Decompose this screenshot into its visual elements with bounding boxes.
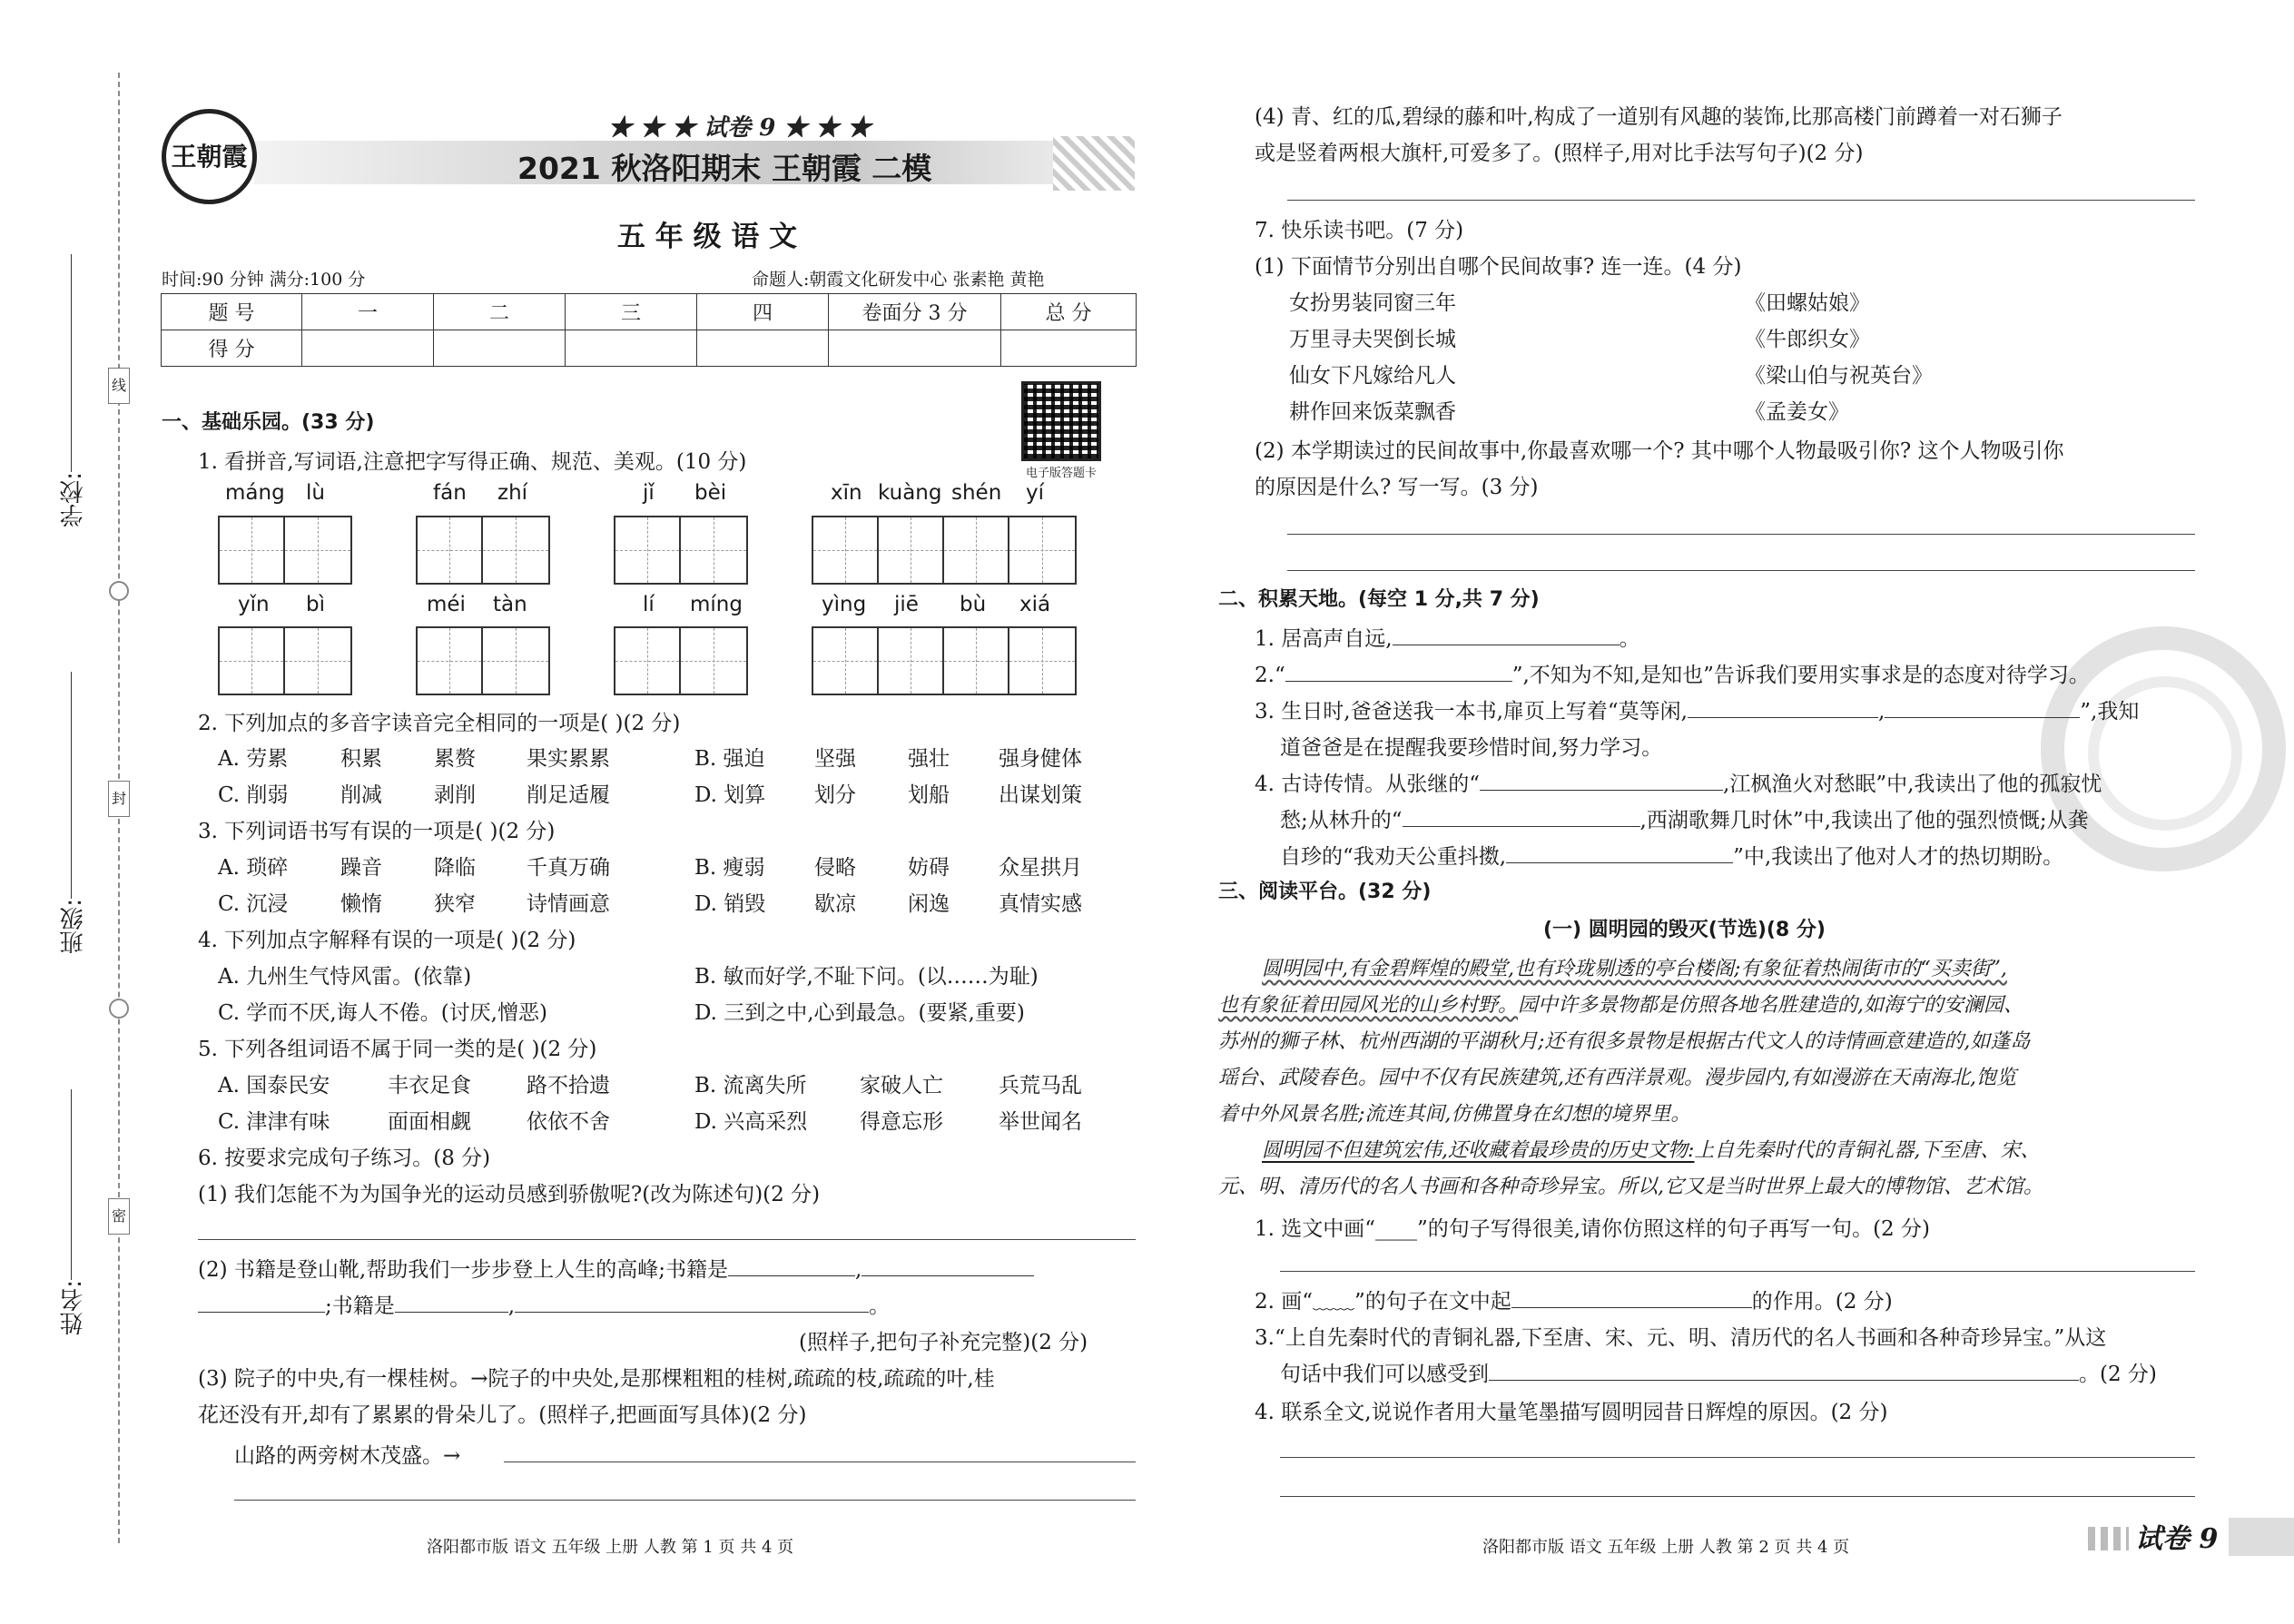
answer-line[interactable] xyxy=(198,1239,1136,1240)
story-item[interactable]: 《梁山伯与祝英台》 xyxy=(1745,364,1933,388)
a3-part: 3. 生日时,爸爸送我一本书,扉页上写着“莫等闲, xyxy=(1255,700,1688,723)
score-header: 三 xyxy=(566,294,697,330)
section-1-title: 一、基础乐园。(33 分) xyxy=(162,411,375,434)
r3-text xyxy=(1280,1357,2157,1387)
pinyin: zhí xyxy=(497,481,528,505)
score-cell[interactable] xyxy=(566,330,697,367)
option-b[interactable] xyxy=(694,1068,1082,1098)
q6-2-cont: ;书籍是 , 。 xyxy=(198,1289,890,1319)
class-label: 班级: xyxy=(60,899,87,954)
answer-line[interactable] xyxy=(1287,570,2195,571)
a3-part: ”,我知 xyxy=(2080,700,2140,723)
q6-text: 6. 按要求完成句子练习。(8 分) xyxy=(198,1147,491,1170)
blank[interactable] xyxy=(1403,807,1640,827)
a4-part: 愁;从林升的“ xyxy=(1280,809,1403,832)
score-table xyxy=(161,293,1137,367)
a4-part: ,江枫渔火对愁眠”中,我读出了他的孤寂忧 xyxy=(1723,773,2102,796)
q6-3-text: (3) 院子的中央,有一棵桂树。→院子的中央处,是那棵粗粗的桂树,疏疏的枝,疏疏的叶,桂 xyxy=(198,1367,995,1391)
option-word: 果实累累 xyxy=(527,747,610,771)
a2-text xyxy=(1255,658,2090,688)
r3-part: 。(2 分) xyxy=(2079,1363,2157,1386)
option-word: 路不拾遗 xyxy=(527,1074,610,1097)
pinyin: xiá xyxy=(1019,593,1051,616)
pinyin: jǐ xyxy=(643,481,655,505)
a4-text xyxy=(1280,840,2063,870)
q6-2-req: (照样子,把句子补充完整)(2 分) xyxy=(799,1331,1088,1354)
option-c[interactable]: C. 学而不厌,诲人不倦。(讨厌,憎恶) xyxy=(218,1001,547,1025)
answer-line[interactable] xyxy=(1280,1496,2195,1497)
badge-pattern xyxy=(2088,1527,2129,1550)
pinyin: xīn xyxy=(831,481,862,505)
binding-tag-close: 密 xyxy=(108,1198,130,1235)
q7-2-text: (2) 本学期读过的民间故事中,你最喜欢哪一个? 其中哪个人物最吸引你? 这个人物吸引你 xyxy=(1255,439,2064,463)
a3-part: , xyxy=(1877,700,1885,723)
score-cell[interactable] xyxy=(697,330,829,367)
option-word: 降临 xyxy=(434,856,476,880)
writing-grid[interactable] xyxy=(416,516,550,585)
option-word: 众星拱月 xyxy=(999,856,1082,880)
r1-text: 1. 选文中画“____”的句子写得很美,请你仿照这样的句子再写一句。(2 分) xyxy=(1255,1217,1930,1241)
plot-item[interactable]: 女扮男装同窗三年 xyxy=(1289,291,1456,315)
subject-title: 五 年 级 语 文 xyxy=(617,221,798,253)
logo: 王朝霞 xyxy=(162,109,257,204)
score-cell[interactable] xyxy=(1001,330,1137,367)
option-word: 躁音 xyxy=(340,856,382,880)
passage-text: 园中许多景物都是仿照各地名胜建造的,如海宁的安澜园、 xyxy=(1518,994,2024,1017)
option-word: 积累 xyxy=(340,747,382,771)
r3-part: 句话中我们可以感受到 xyxy=(1280,1363,1489,1386)
option-word: 真情实感 xyxy=(999,892,1082,916)
option-word: 强壮 xyxy=(908,747,950,771)
q6-3-text: 花还没有开,却有了累累的骨朵儿了。(照样子,把画面写具体)(2 分) xyxy=(198,1403,807,1427)
option-word: 丰衣足食 xyxy=(388,1074,471,1097)
option-d[interactable] xyxy=(694,887,1082,917)
writing-grid[interactable] xyxy=(218,516,352,585)
writing-grid[interactable] xyxy=(812,516,1077,585)
option-a[interactable] xyxy=(218,851,610,881)
passage-line: 瑶台、武陵春色。园中不仅有民族建筑,还有西洋景观。漫步园内,有如漫游在天南海北,饱览 xyxy=(1218,1067,2016,1089)
binding-dot xyxy=(109,999,129,1019)
option-b[interactable] xyxy=(694,851,1082,881)
option-d[interactable]: D. 三到之中,心到最急。(要紧,重要) xyxy=(694,1001,1025,1025)
option-c[interactable] xyxy=(218,778,610,808)
blank[interactable] xyxy=(1885,698,2080,718)
score-cell[interactable] xyxy=(302,330,434,367)
school-field[interactable] xyxy=(60,254,100,563)
option-word: 妨碍 xyxy=(908,856,950,880)
blank[interactable] xyxy=(1489,1361,2079,1381)
pinyin: tàn xyxy=(493,593,527,616)
badge-bar xyxy=(2229,1518,2294,1556)
a4-part: ”中,我读出了他对人才的热切期盼。 xyxy=(1733,845,2064,869)
option-d[interactable] xyxy=(694,1105,1082,1135)
score-row-label: 得 分 xyxy=(162,330,302,367)
option-word: B. 瘦弱 xyxy=(694,856,765,880)
answer-line[interactable] xyxy=(1287,534,2195,535)
option-word: 懒惰 xyxy=(340,892,382,916)
blank[interactable] xyxy=(1506,843,1733,863)
r3-text: 3.“上自先秦时代的青铜礼器,下至唐、宋、元、明、清历代的名人书画和各种奇珍异宝。”从这 xyxy=(1255,1326,2107,1350)
answer-line[interactable] xyxy=(1280,1271,2195,1272)
plot-item[interactable]: 耕作回来饭菜飘香 xyxy=(1289,400,1456,424)
pinyin: yǐn xyxy=(238,593,270,616)
blank[interactable] xyxy=(861,1256,1034,1276)
r2-part: 的作用。(2 分) xyxy=(1751,1290,1893,1314)
writing-grid[interactable] xyxy=(614,516,748,585)
blank[interactable] xyxy=(1688,698,1878,718)
section-2-title: 二、积累天地。(每空 1 分,共 7 分) xyxy=(1218,588,1540,611)
blank[interactable] xyxy=(1480,771,1723,791)
option-b[interactable]: B. 敏而好学,不耻下问。(以……为耻) xyxy=(694,965,1039,989)
option-d[interactable] xyxy=(694,778,1082,808)
story-item[interactable]: 《牛郎织女》 xyxy=(1745,328,1870,351)
option-a[interactable] xyxy=(218,1068,610,1098)
option-c[interactable] xyxy=(218,1105,610,1135)
blank[interactable] xyxy=(728,1256,855,1276)
r2-part: 2. 画“﹏﹏”的句子在文中起 xyxy=(1255,1290,1511,1314)
option-word: 削足适履 xyxy=(527,783,610,807)
passage-line xyxy=(1262,1135,2040,1163)
paper-badge: 试卷 9 xyxy=(2135,1523,2219,1555)
answer-line[interactable] xyxy=(1287,200,2195,201)
pinyin: méi xyxy=(427,593,466,616)
option-c[interactable] xyxy=(218,887,610,917)
writing-grid[interactable] xyxy=(416,626,550,695)
passage-line xyxy=(1262,953,2007,981)
a2-part: ”,不知为不知,是知也”告诉我们要用实事求是的态度对待学习。 xyxy=(1511,664,2090,687)
exam-author: 命题人:朝霞文化研发中心 张素艳 黄艳 xyxy=(752,270,1045,290)
wavy-sentence: 圆明园中,有金碧辉煌的殿堂,也有玲珑剔透的亭台楼阁;有象征着热闹街市的“买卖街”, xyxy=(1262,958,2007,980)
option-word: 强身健体 xyxy=(999,747,1082,771)
pinyin: bù xyxy=(960,593,987,616)
option-word: 闲逸 xyxy=(908,892,950,916)
r2-text xyxy=(1255,1284,1893,1314)
section-3-title: 三、阅读平台。(32 分) xyxy=(1218,881,1432,903)
q7-1-text: (1) 下面情节分别出自哪个民间故事? 连一连。(4 分) xyxy=(1255,255,1742,279)
pinyin: lí xyxy=(643,593,655,616)
a3-text: 道爸爸是在提醒我要珍惜时间,努力学习。 xyxy=(1280,736,1663,760)
q2-text: 2. 下列加点的多音字读音完全相同的一项是( )(2 分) xyxy=(198,712,681,735)
option-word: 累赘 xyxy=(434,747,476,771)
a4-part: 自珍的“我劝天公重抖擞, xyxy=(1280,845,1507,869)
writing-grid[interactable] xyxy=(614,626,748,695)
class-field[interactable] xyxy=(60,672,100,980)
score-cell[interactable] xyxy=(829,330,1001,367)
score-header: 题 号 xyxy=(162,294,302,330)
a2-part: 2.“ xyxy=(1255,664,1285,687)
q3-text: 3. 下列词语书写有误的一项是( )(2 分) xyxy=(198,820,556,843)
q1-text: 1. 看拼音,写词语,注意把字写得正确、规范、美观。(10 分) xyxy=(198,450,747,474)
q6-2-text: (2) 书籍是登山靴,帮助我们一步步登上人生的高峰;书籍是 , xyxy=(198,1253,1034,1283)
reading-title: (一) 圆明园的毁灭(节选)(8 分) xyxy=(1543,919,1826,941)
option-word: 剥削 xyxy=(434,783,476,807)
blank[interactable] xyxy=(395,1293,508,1313)
blank[interactable] xyxy=(1285,662,1512,682)
pinyin: lù xyxy=(306,481,325,505)
blank[interactable] xyxy=(1511,1288,1752,1308)
binding-tag-line: 线 xyxy=(108,368,130,404)
exam-title: 2021 秋洛阳期末 王朝霞 二模 xyxy=(517,151,932,186)
answer-line[interactable] xyxy=(234,1500,1136,1501)
story-item[interactable]: 《田螺姑娘》 xyxy=(1745,291,1870,315)
name-field[interactable] xyxy=(60,1089,100,1362)
pinyin: yí xyxy=(1026,481,1045,505)
pinyin: shén xyxy=(951,481,1002,505)
pinyin: bì xyxy=(306,593,325,616)
plot-item[interactable]: 仙女下凡嫁给凡人 xyxy=(1289,364,1456,388)
option-word: 削减 xyxy=(340,783,382,807)
a1-text xyxy=(1255,622,1640,652)
pinyin: máng xyxy=(225,481,285,505)
exam-time: 时间:90 分钟 满分:100 分 xyxy=(162,270,366,290)
option-a[interactable]: A. 九州生气恃风雷。(依靠) xyxy=(218,965,472,989)
q6-2-part: (2) 书籍是登山靴,帮助我们一步步登上人生的高峰;书籍是 xyxy=(198,1258,728,1282)
exam-series: ★ ★ ★ 试卷 9 ★ ★ ★ xyxy=(608,114,871,142)
a3-text xyxy=(1255,694,2139,724)
option-word: D. 划算 xyxy=(694,783,766,807)
blank[interactable] xyxy=(515,1293,869,1313)
option-word: D. 兴高采烈 xyxy=(694,1110,808,1134)
answer-line[interactable] xyxy=(1280,1457,2195,1458)
a4-part: ,西湖歌舞几时休”中,我读出了他的强烈愤慨;从龚 xyxy=(1639,809,2089,832)
page-footer: 洛阳都市版 语文 五年级 上册 人教 第 2 页 共 4 页 xyxy=(1482,1538,1850,1557)
q7-text: 7. 快乐读书吧。(7 分) xyxy=(1255,219,1464,242)
option-word: B. 流离失所 xyxy=(694,1074,807,1097)
option-word: 歇凉 xyxy=(814,892,856,916)
pinyin: kuàng xyxy=(878,481,942,505)
option-word: 坚强 xyxy=(814,747,856,771)
binding-tag-seal: 封 xyxy=(108,781,130,817)
name-label: 姓名: xyxy=(60,1280,87,1335)
score-header: 四 xyxy=(697,294,829,330)
blank[interactable] xyxy=(198,1293,325,1313)
option-word: A. 劳累 xyxy=(218,747,289,771)
pinyin: bèi xyxy=(694,481,727,505)
option-word: 出谋划策 xyxy=(999,783,1082,807)
option-word: A. 国泰民安 xyxy=(218,1074,330,1097)
score-cell[interactable] xyxy=(434,330,566,367)
pinyin: míng xyxy=(690,593,743,616)
option-word: D. 销毁 xyxy=(694,892,766,916)
a1-part: 1. 居高声自远, xyxy=(1255,627,1393,651)
q6-1-text: (1) 我们怎能不为为国争光的运动员感到骄傲呢?(改为陈述句)(2 分) xyxy=(198,1183,821,1206)
option-word: 家破人亡 xyxy=(860,1074,943,1097)
option-word: 举世闻名 xyxy=(999,1110,1082,1134)
q4-text: 4. 下列加点字解释有误的一项是( )(2 分) xyxy=(198,929,576,952)
qr-code xyxy=(1021,381,1101,461)
option-word: C. 津津有味 xyxy=(218,1110,330,1134)
option-b[interactable] xyxy=(694,742,1082,772)
score-header: 卷面分 3 分 xyxy=(829,294,1001,330)
a4-text xyxy=(1255,767,2102,797)
option-a[interactable] xyxy=(218,742,610,772)
qr-caption: 电子版答题卡 xyxy=(1026,467,1098,480)
blank[interactable] xyxy=(1393,625,1620,645)
story-item[interactable]: 《孟姜女》 xyxy=(1745,400,1849,424)
passage-text: 上自先秦时代的青铜礼器,下至唐、宋、 xyxy=(1694,1139,2041,1162)
q7-2-text: 的原因是什么? 写一写。(3 分) xyxy=(1255,476,1539,499)
q6-4-text: (4) 青、红的瓜,碧绿的藤和叶,构成了一道别有风趣的装饰,比那高楼门前蹲着一对石狮子 xyxy=(1255,105,2063,129)
score-header: 二 xyxy=(434,294,566,330)
option-word: 侵略 xyxy=(814,856,856,880)
passage-line xyxy=(1218,989,2023,1018)
page-footer: 洛阳都市版 语文 五年级 上册 人教 第 1 页 共 4 页 xyxy=(427,1538,794,1557)
a1-part: 。 xyxy=(1619,627,1640,651)
passage-line: 着中外风景名胜;流连其间,仿佛置身在幻想的境界里。 xyxy=(1218,1103,1691,1126)
option-word: C. 沉浸 xyxy=(218,892,289,916)
score-header: 总 分 xyxy=(1001,294,1137,330)
option-word: 兵荒马乱 xyxy=(999,1074,1082,1097)
q6-2-part: ;书籍是 xyxy=(325,1294,395,1318)
binding-dot xyxy=(109,581,129,601)
option-word: C. 削弱 xyxy=(218,783,289,807)
option-word: 千真万确 xyxy=(527,856,610,880)
option-word: 面面相觑 xyxy=(388,1110,471,1134)
pinyin: fán xyxy=(433,481,467,505)
q6-4-text: 或是竖着两根大旗杆,可爱多了。(照样子,用对比手法写句子)(2 分) xyxy=(1255,142,1864,165)
score-header: 一 xyxy=(302,294,434,330)
writing-grid[interactable] xyxy=(812,626,1077,695)
option-word: 依依不舍 xyxy=(527,1110,610,1134)
option-word: 得意忘形 xyxy=(860,1110,943,1134)
plot-item[interactable]: 万里寻夫哭倒长城 xyxy=(1289,328,1456,351)
pinyin: yìng xyxy=(822,593,867,616)
q5-text: 5. 下列各组词语不属于同一类的是( )(2 分) xyxy=(198,1038,597,1061)
option-word: 诗情画意 xyxy=(527,892,610,916)
option-word: 划分 xyxy=(814,783,856,807)
r4-text: 4. 联系全文,说说作者用大量笔墨描写圆明园昔日辉煌的原因。(2 分) xyxy=(1255,1401,1888,1424)
option-word: A. 琐碎 xyxy=(218,856,289,880)
a4-text xyxy=(1280,803,2089,833)
pinyin: jiē xyxy=(894,593,919,616)
school-label: 学校: xyxy=(60,472,87,527)
wavy-sentence: 也有象征着田园风光的山乡村野。 xyxy=(1218,994,1519,1017)
passage-line: 元、明、清历代的名人书画和各种奇珍异宝。所以,它又是当时世界上最大的博物馆、艺术馆。 xyxy=(1218,1176,2043,1198)
passage-line: 苏州的狮子林、杭州西湖的平湖秋月;还有很多景物是根据古代文人的诗情画意建造的,如蓬岛 xyxy=(1218,1030,2031,1053)
q6-3-example: 山路的两旁树木茂盛。→ xyxy=(234,1444,461,1468)
option-word: 狭窄 xyxy=(434,892,476,916)
option-word: B. 强迫 xyxy=(694,747,765,771)
a4-part: 4. 古诗传情。从张继的“ xyxy=(1255,773,1481,796)
option-word: 划船 xyxy=(908,783,950,807)
underlined-sentence: 圆明园不但建筑宏伟,还收藏着最珍贵的历史文物: xyxy=(1262,1139,1695,1162)
writing-grid[interactable] xyxy=(218,626,352,695)
